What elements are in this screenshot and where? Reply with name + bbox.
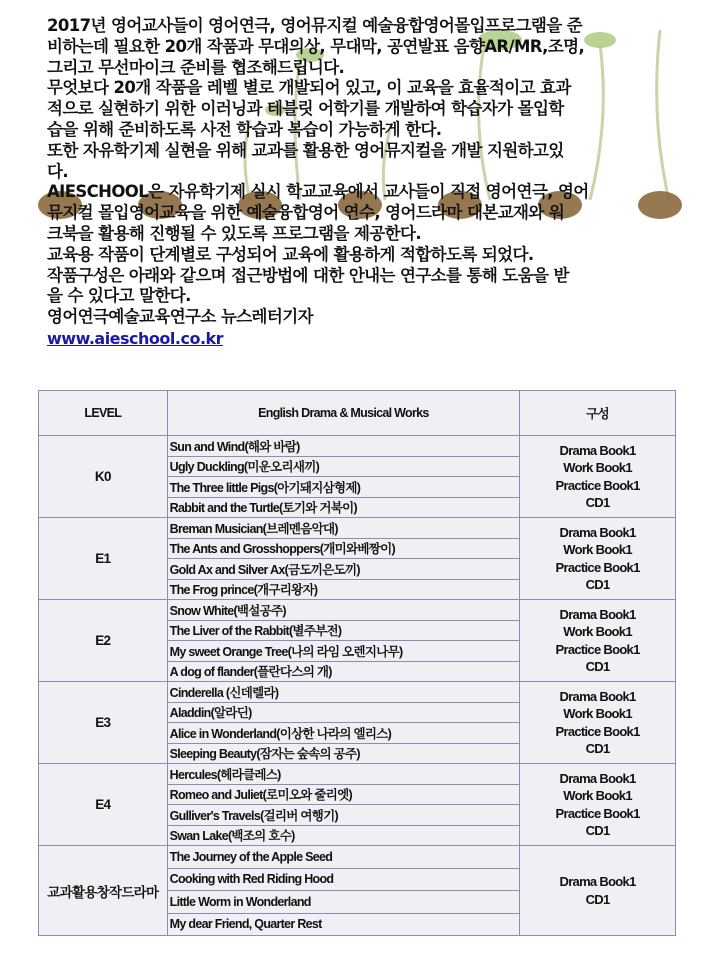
composition-item: Work Book1 bbox=[563, 460, 632, 475]
work-title-cell: Alice in Wonderland(이상한 나라의 엘리스) bbox=[167, 723, 519, 744]
composition-item: Practice Book1 bbox=[555, 805, 640, 821]
intro-line: 비하는데 필요한 20개 작품과 무대의상, 무대막, 공연발표 음향AR/MR,조명, bbox=[47, 36, 585, 56]
composition-item: CD1 bbox=[585, 577, 610, 592]
work-title-cell: Sleeping Beauty(잠자는 숲속의 공주) bbox=[167, 743, 519, 764]
intro-line: 무엇보다 20개 작품을 레벨 별로 개발되어 있고, 이 교육을 효율적이고 효과 bbox=[47, 78, 571, 98]
composition-cell bbox=[520, 436, 676, 518]
level-cell: E2 bbox=[39, 600, 168, 682]
intro-line: AIESCHOOL은 자유학기제 실시 학교교육에서 교사들이 직접 영어연극, 영어 bbox=[47, 182, 589, 202]
composition-item: Drama Book1 bbox=[559, 688, 636, 704]
work-title-cell: Gulliver's Travels(걸리버 여행기) bbox=[167, 805, 519, 826]
work-title-cell: The Ants and Grosshoppers(개미와베짱이) bbox=[167, 538, 519, 559]
composition-cell bbox=[520, 764, 676, 846]
work-title-cell: Aladdin(알라딘) bbox=[167, 702, 519, 723]
level-cell: E3 bbox=[39, 682, 168, 764]
table-header-row bbox=[39, 391, 676, 436]
work-title-cell: Sun and Wind(해와 바람) bbox=[167, 436, 519, 457]
composition-item: Practice Book1 bbox=[555, 723, 640, 739]
composition-item: Work Book1 bbox=[563, 624, 632, 639]
work-title-cell: Breman Musician(브레멘음악대) bbox=[167, 518, 519, 539]
intro-line: 크북을 활용해 진행될 수 있도록 프로그램을 제공한다. bbox=[47, 223, 421, 243]
work-title-cell: Swan Lake(백조의 호수) bbox=[167, 825, 519, 846]
composition-item: Work Book1 bbox=[563, 542, 632, 557]
intro-line: 작품구성은 아래와 같으며 접근방법에 대한 안내는 연구소를 통해 도움을 받 bbox=[47, 265, 569, 285]
work-title-cell: The Frog prince(개구리왕자) bbox=[167, 579, 519, 600]
header-works: English Drama & Musical Works bbox=[167, 391, 519, 436]
composition-item: CD1 bbox=[585, 495, 610, 510]
level-cell: E1 bbox=[39, 518, 168, 600]
composition-cell bbox=[520, 600, 676, 682]
intro-line: 습을 위해 준비하도록 사전 학습과 복습이 가능하게 한다. bbox=[47, 119, 442, 139]
intro-line: 다. bbox=[47, 161, 69, 181]
intro-line: 을 수 있다고 말한다. bbox=[47, 286, 191, 306]
work-title-cell: The Three little Pigs(아기돼지삼형제) bbox=[167, 477, 519, 498]
intro-article bbox=[47, 16, 687, 348]
composition-item: CD1 bbox=[585, 823, 610, 838]
work-title-cell: Hercules(헤라클레스) bbox=[167, 764, 519, 785]
level-cell: K0 bbox=[39, 436, 168, 518]
composition-item: Work Book1 bbox=[563, 788, 632, 803]
composition-item: CD1 bbox=[585, 891, 610, 907]
intro-line: 뮤지컬 몰입영어교육을 위한 예술융합영어 연수, 영어드라마 대본교재와 워 bbox=[47, 203, 565, 223]
intro-line: 교육용 작품이 단계별로 구성되어 교육에 활용하게 적합하도록 되었다. bbox=[47, 244, 534, 264]
work-title-cell: The Liver of the Rabbit(별주부전) bbox=[167, 620, 519, 641]
composition-item: Practice Book1 bbox=[555, 477, 640, 493]
composition-item: CD1 bbox=[585, 659, 610, 674]
intro-line: 2017년 영어교사들이 영어연극, 영어뮤지컬 예술융합영어몰입프로그램을 준 bbox=[47, 16, 583, 35]
header-composition: 구성 bbox=[520, 391, 676, 436]
table-row bbox=[39, 846, 676, 869]
level-cell: 교과활용창작드라마 bbox=[39, 846, 168, 936]
intro-line: 적으로 실현하기 위한 이러닝과 테블릿 어학기를 개발하여 학습자가 몰입학 bbox=[47, 99, 564, 119]
composition-item: Drama Book1 bbox=[559, 606, 636, 622]
work-title-cell: A dog of flander(플란다스의 개) bbox=[167, 661, 519, 682]
header-level: LEVEL bbox=[39, 391, 168, 436]
composition-item: Drama Book1 bbox=[559, 874, 636, 889]
composition-item: Drama Book1 bbox=[559, 524, 636, 540]
work-title-cell: Ugly Duckling(미운오리새끼) bbox=[167, 456, 519, 477]
work-title-cell: Little Worm in Wonderland bbox=[167, 891, 519, 914]
intro-line: 또한 자유학기제 실현을 위해 교과를 활용한 영어뮤지컬을 개발 지원하고있 bbox=[47, 140, 564, 160]
level-cell: E4 bbox=[39, 764, 168, 846]
work-title-cell: The Journey of the Apple Seed bbox=[167, 846, 519, 869]
composition-item: Practice Book1 bbox=[555, 641, 640, 657]
composition-item: Drama Book1 bbox=[559, 442, 636, 458]
composition-item: Work Book1 bbox=[563, 706, 632, 721]
composition-cell bbox=[520, 682, 676, 764]
works-table bbox=[38, 390, 676, 936]
work-title-cell: Cooking with Red Riding Hood bbox=[167, 868, 519, 891]
table-row bbox=[39, 436, 676, 457]
work-title-cell: My dear Friend, Quarter Rest bbox=[167, 913, 519, 936]
website-link[interactable]: www.aieschool.co.kr bbox=[47, 328, 224, 348]
table-row bbox=[39, 518, 676, 539]
table-row bbox=[39, 764, 676, 785]
composition-item: Practice Book1 bbox=[555, 559, 640, 575]
composition-cell bbox=[520, 518, 676, 600]
composition-item: CD1 bbox=[585, 741, 610, 756]
work-title-cell: Snow White(백설공주) bbox=[167, 600, 519, 621]
work-title-cell: Cinderella (신데렐라) bbox=[167, 682, 519, 703]
table-row bbox=[39, 600, 676, 621]
work-title-cell: Gold Ax and Silver Ax(금도끼은도끼) bbox=[167, 559, 519, 580]
table-row bbox=[39, 682, 676, 703]
intro-line: 그리고 무선마이크 준비를 협조해드립니다. bbox=[47, 57, 345, 77]
work-title-cell: Romeo and Juliet(로미오와 줄리엣) bbox=[167, 784, 519, 805]
work-title-cell: My sweet Orange Tree(나의 라임 오렌지나무) bbox=[167, 641, 519, 662]
composition-cell bbox=[520, 846, 676, 936]
work-title-cell: Rabbit and the Turtle(토기와 거북이) bbox=[167, 497, 519, 518]
composition-item: Drama Book1 bbox=[559, 770, 636, 786]
intro-line: 영어연극예술교육연구소 뉴스레터기자 bbox=[47, 307, 313, 327]
